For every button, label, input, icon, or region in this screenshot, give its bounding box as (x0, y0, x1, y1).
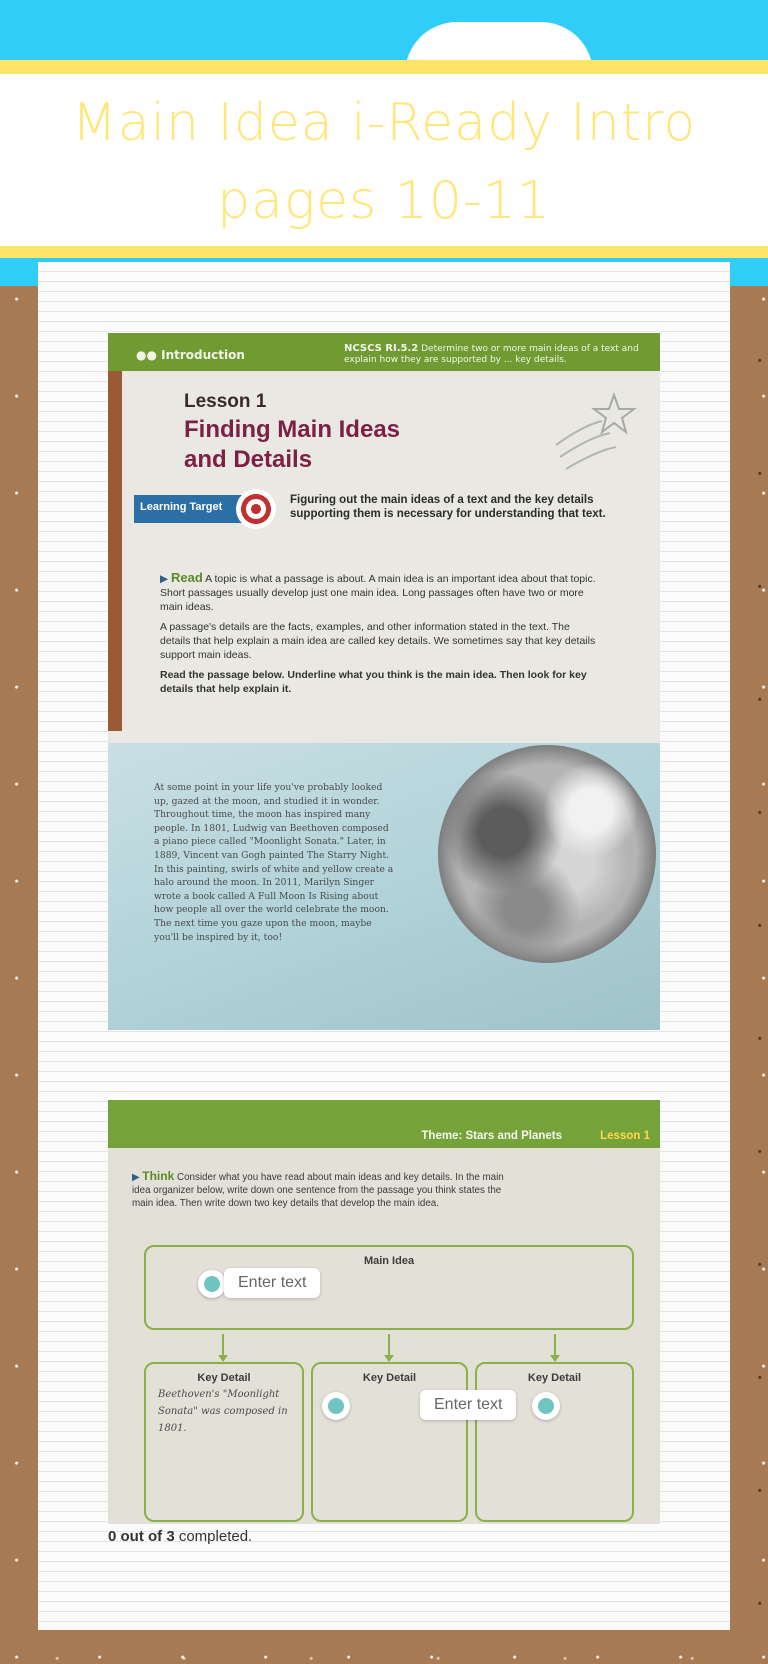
key-detail-3-text-entry[interactable]: Enter text (420, 1390, 516, 1420)
key-detail-box-1: Key Detail (144, 1362, 304, 1522)
book-spine (108, 371, 122, 731)
moon-image (438, 745, 656, 963)
think-section: ▶ Think Consider what you have read about main ideas and key details. In the main idea organizer below, write down one sentence from the passage you think states the main idea. Then write down two key details that develop the main idea. (132, 1169, 504, 1209)
main-idea-box: Main Idea (144, 1245, 634, 1330)
lesson-label: Lesson 1 (600, 1130, 650, 1142)
key-detail-box-3: Key Detail (475, 1362, 634, 1522)
standard-note: NCSCS RI.5.2 Determine two or more main ideas of a text and explain how they are supported by ... key details. (344, 343, 639, 365)
down-arrow-icon (222, 1334, 224, 1358)
main-idea-text-entry[interactable]: Enter text (224, 1268, 320, 1298)
people-icon: ●● (136, 348, 162, 362)
learning-target-text: Figuring out the main ideas of a text and the key details supporting them is necessary for understanding that text. (290, 494, 606, 520)
textbook-photo-intro (108, 333, 660, 1030)
handwritten-key-detail: Beethoven's "Moonlight Sonata" was composed in 1801. (158, 1389, 288, 1434)
target-icon (236, 489, 276, 529)
progress-status: 0 out of 3 completed. (108, 1528, 253, 1545)
textbook-photo-organizer (108, 1100, 660, 1524)
down-arrow-icon (388, 1334, 390, 1358)
play-triangle-icon: ▶ (132, 1172, 143, 1183)
theme-label: Theme: Stars and Planets (421, 1130, 562, 1142)
intro-label: ●● Introduction (136, 348, 245, 362)
sky-banner (0, 0, 768, 66)
read-section: ▶ Read A topic is what a passage is about. A main idea is an important idea about that topic. Short passages usually develop just one main idea. Long passages often have two or more main ideas. A passage's details are the facts, examples, and other information stated in the text. The details that help explain a main idea are called key details. We sometimes say that key details support main ideas. Read the passage below. Underline what you think is the main idea. Then look for key details that help explain it. (160, 571, 600, 702)
hotspot-key-detail-2[interactable] (322, 1392, 350, 1420)
lesson-title: Finding Main Ideas and Details (184, 416, 401, 473)
hotspot-main-idea[interactable] (198, 1270, 226, 1298)
page-title: Main Idea i-Ready Intro pages 10-11 (71, 93, 697, 231)
theme-banner (108, 1100, 660, 1148)
read-instruction: Read the passage below. Underline what you think is the main idea. Then look for key details that help explain it. (160, 669, 587, 695)
moon-passage: At some point in your life you've probably looked up, gazed at the moon, and studied it in wonder. Throughout time, the moon has inspired many people. In 1801, Ludwig van Beethoven composed a piano piece called "Moonlight Sonata." Later, in 1889, Vincent van Gogh painted The Starry Night. In this painting, swirls of white and yellow create a halo around the moon. In 2011, Marilyn Singer wrote a book called A Full Moon Is Rising about how people all over the world celebrate the moon. The next time you gaze upon the moon, maybe you'll be inspired by it, too! (154, 782, 394, 943)
shooting-stars-icon (554, 385, 654, 485)
lesson-number: Lesson 1 (184, 391, 267, 412)
play-triangle-icon: ▶ (160, 573, 171, 585)
key-detail-box-2: Key Detail (311, 1362, 468, 1522)
hotspot-key-detail-3[interactable] (532, 1392, 560, 1420)
learning-target-tag: Learning Target (134, 495, 244, 523)
read-paragraph-2: A passage's details are the facts, examples, and other information stated in the text. The details that help explain a main idea are called key details. We sometimes say that key details support main ideas. (160, 621, 596, 661)
down-arrow-icon (554, 1334, 556, 1358)
